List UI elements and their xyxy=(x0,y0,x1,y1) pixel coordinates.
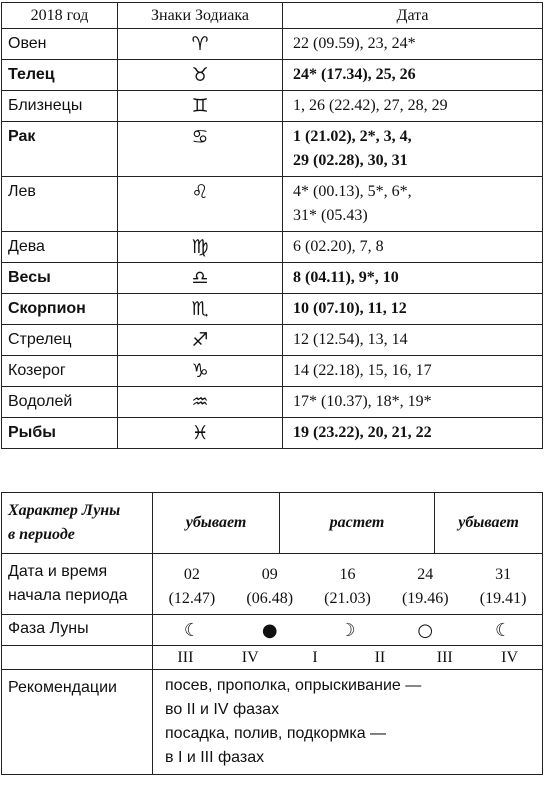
phase-character-1: убывает xyxy=(153,493,280,554)
zodiac-dates: 10 (07.10), 11, 12 xyxy=(283,294,543,325)
waxing-crescent-icon: ☽ xyxy=(339,619,356,641)
zodiac-dates-line: 31* (05.43) xyxy=(293,207,368,224)
zodiac-row xyxy=(2,122,543,177)
zodiac-name: Стрелец xyxy=(2,325,118,356)
sagittarius-icon: ♐ xyxy=(118,325,283,356)
pisces-icon: ♓ xyxy=(118,418,283,449)
phase-number: I xyxy=(312,648,318,666)
header-signs: Знаки Зодиака xyxy=(118,3,283,29)
header-dates: Дата xyxy=(283,3,543,29)
zodiac-dates-line: 4* (00.13), 5*, 6*, xyxy=(293,183,412,200)
zodiac-dates-line: 29 (02.28), 30, 31 xyxy=(293,152,408,169)
moon-phase-numbers-row xyxy=(2,646,543,670)
zodiac-row xyxy=(2,177,543,232)
zodiac-dates: 14 (22.18), 15, 16, 17 xyxy=(283,356,543,387)
phase-character-2: растет xyxy=(280,493,435,554)
period-4: 24 (19.46) xyxy=(401,566,449,607)
taurus-icon: ♉ xyxy=(118,60,283,91)
zodiac-name: Скорпион xyxy=(2,294,118,325)
phase-number: III xyxy=(436,648,453,666)
zodiac-dates: 8 (04.11), 9*, 10 xyxy=(283,263,543,294)
moon-recommendations-row xyxy=(2,670,543,775)
moon-phase-row xyxy=(2,615,543,646)
phase-number: IV xyxy=(501,648,518,666)
moon-period-label: Дата и время начала периода xyxy=(2,554,153,615)
phase-number: II xyxy=(374,648,386,666)
period-5: 31 (19.41) xyxy=(479,566,527,607)
zodiac-dates: 19 (23.22), 20, 21, 22 xyxy=(283,418,543,449)
zodiac-name: Лев xyxy=(2,177,118,232)
new-moon-icon: ● xyxy=(261,619,278,641)
zodiac-row xyxy=(2,29,543,60)
zodiac-dates-line: 1 (21.02), 2*, 3, 4, xyxy=(293,128,412,145)
zodiac-row xyxy=(2,294,543,325)
zodiac-table-body xyxy=(2,29,543,449)
zodiac-table-header xyxy=(2,3,543,29)
zodiac-dates: 6 (02.20), 7, 8 xyxy=(283,232,543,263)
zodiac-name: Рак xyxy=(2,122,118,177)
zodiac-row xyxy=(2,232,543,263)
moon-character-label: Характер Луны в периоде xyxy=(2,493,153,554)
zodiac-row xyxy=(2,91,543,122)
virgo-icon: ♍ xyxy=(118,232,283,263)
zodiac-dates: 12 (12.54), 13, 14 xyxy=(283,325,543,356)
waning-crescent-icon: ☾ xyxy=(495,619,512,641)
leo-icon: ♌ xyxy=(118,177,283,232)
zodiac-row xyxy=(2,387,543,418)
zodiac-dates xyxy=(283,122,543,177)
recommendations-text: посев, прополка, опрыскивание — во II и IV фазах посадка, полив, подкормка — в I и III фазах xyxy=(153,670,543,775)
moon-period-values xyxy=(153,554,543,615)
zodiac-name: Водолей xyxy=(2,387,118,418)
period-3: 16 (21.03) xyxy=(324,566,371,607)
zodiac-name: Телец xyxy=(2,60,118,91)
header-year: 2018 год xyxy=(2,3,118,29)
period-2: 09 (06.48) xyxy=(246,566,294,607)
aquarius-icon: ♒ xyxy=(118,387,283,418)
zodiac-name: Рыбы xyxy=(2,418,118,449)
recommendations-label: Рекомендации xyxy=(2,670,153,775)
zodiac-row xyxy=(2,60,543,91)
scorpio-icon: ♏ xyxy=(118,294,283,325)
phase-number: IV xyxy=(241,648,259,666)
zodiac-dates: 24* (17.34), 25, 26 xyxy=(283,60,543,91)
zodiac-name: Близнецы xyxy=(2,91,118,122)
zodiac-dates: 22 (09.59), 23, 24* xyxy=(283,29,543,60)
capricorn-icon: ♑ xyxy=(118,356,283,387)
libra-icon: ♎ xyxy=(118,263,283,294)
moon-phase-numbers xyxy=(153,646,543,670)
phase-number: III xyxy=(177,648,194,666)
moon-phase-glyphs xyxy=(153,615,543,646)
gemini-icon: ♊ xyxy=(118,91,283,122)
zodiac-row xyxy=(2,325,543,356)
moon-period-row xyxy=(2,554,543,615)
aries-icon: ♈ xyxy=(118,29,283,60)
full-moon-icon: ○ xyxy=(417,619,434,641)
waning-crescent-icon: ☾ xyxy=(183,619,200,641)
phase-character-3: убывает xyxy=(435,493,543,554)
zodiac-dates xyxy=(283,177,543,232)
moon-character-row xyxy=(2,493,543,554)
moon-phase-label: Фаза Луны xyxy=(2,615,153,646)
zodiac-table xyxy=(1,2,543,449)
zodiac-row xyxy=(2,356,543,387)
moon-table xyxy=(1,492,543,775)
zodiac-name: Овен xyxy=(2,29,118,60)
zodiac-name: Козерог xyxy=(2,356,118,387)
zodiac-dates: 1, 26 (22.42), 27, 28, 29 xyxy=(283,91,543,122)
zodiac-row xyxy=(2,418,543,449)
moon-phase-numbers-spacer xyxy=(2,646,153,670)
zodiac-dates: 17* (10.37), 18*, 19* xyxy=(283,387,543,418)
zodiac-row xyxy=(2,263,543,294)
cancer-icon: ♋ xyxy=(118,122,283,177)
zodiac-name: Дева xyxy=(2,232,118,263)
zodiac-name: Весы xyxy=(2,263,118,294)
period-1: 02 (12.47) xyxy=(168,566,216,607)
